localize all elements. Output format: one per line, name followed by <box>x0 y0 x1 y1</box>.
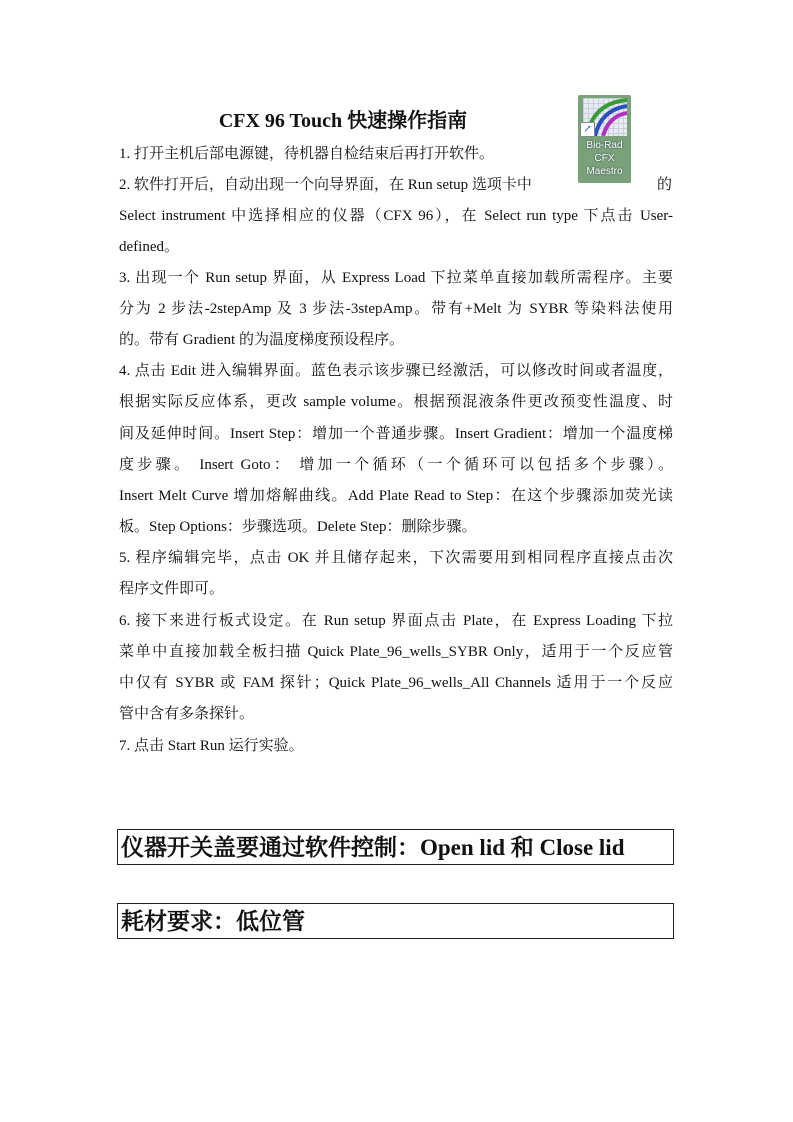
icon-label-line: CFX <box>594 153 615 164</box>
consumables-note: 耗材要求：低位管 <box>117 903 674 939</box>
step-3-line: 3. 出现一个 Run setup 界面，从 Express Load 下拉菜单直接加载所需程序。主要 <box>119 270 673 286</box>
bio-rad-cfx-maestro-icon <box>578 95 631 183</box>
step-6-line: 6. 接下来进行板式设定。在 Run setup 界面点击 Plate，在 Express Loading 下拉 <box>119 613 673 629</box>
step-6-line: 中仅有 SYBR 或 FAM 探针；Quick Plate_96_wells_All Channels 适用于一个反应 <box>119 675 673 691</box>
step-3-line: 的。带有 Gradient 的为温度梯度预设程序。 <box>119 332 404 348</box>
step-2-line: 的 <box>657 177 673 193</box>
step-6-line: 菜单中直接加载全板扫描 Quick Plate_96_wells_SYBR Only，适用于一个反应管 <box>119 644 673 660</box>
step-4-line: 4. 点击 Edit 进入编辑界面。蓝色表示该步骤已经激活，可以修改时间或者温度， <box>119 363 673 379</box>
step-3-line: 分为 2 步法-2stepAmp 及 3 步法-3stepAmp。带有+Melt 为 SYBR 等染料法使用 <box>119 301 673 317</box>
step-1-line: 1. 打开主机后部电源键，待机器自检结束后再打开软件。 <box>119 146 495 162</box>
step-4-line: 根据实际反应体系，更改 sample volume。根据预混液条件更改预变性温度、时 <box>119 394 673 410</box>
step-4-line: 板。Step Options：步骤选项。Delete Step：删除步骤。 <box>119 519 477 535</box>
shortcut-arrow-icon: ↗ <box>580 122 595 137</box>
step-4-line: 度步骤。 Insert Goto： 增加一个循环（一个循环可以包括多个步骤）。 <box>119 457 673 473</box>
step-2-line: defined。 <box>119 239 179 255</box>
icon-label-line: Maestro <box>586 166 623 177</box>
icon-label-line: Bio-Rad <box>586 140 623 151</box>
step-7-line: 7. 点击 Start Run 运行实验。 <box>119 738 304 754</box>
step-4-line: Insert Melt Curve 增加熔解曲线。Add Plate Read to Step：在这个步骤添加荧光读 <box>119 488 673 504</box>
step-5-line: 程序文件即可。 <box>119 581 225 597</box>
step-6-line: 管中含有多条探针。 <box>119 706 255 722</box>
lid-control-note: 仪器开关盖要通过软件控制：Open lid 和 Close lid <box>117 829 674 865</box>
step-4-line: 间及延伸时间。Insert Step：增加一个普通步骤。Insert Gradient：增加一个温度梯 <box>119 426 673 442</box>
page-title: CFX 96 Touch 快速操作指南 <box>218 110 468 132</box>
step-2-line: 2. 软件打开后，自动出现一个向导界面，在 Run setup 选项卡中 <box>119 177 532 193</box>
step-2-line: Select instrument 中选择相应的仪器（CFX 96），在 Select run type 下点击 User- <box>119 208 673 224</box>
step-5-line: 5. 程序编辑完毕，点击 OK 并且储存起来，下次需要用到相同程序直接点击次 <box>119 550 673 566</box>
